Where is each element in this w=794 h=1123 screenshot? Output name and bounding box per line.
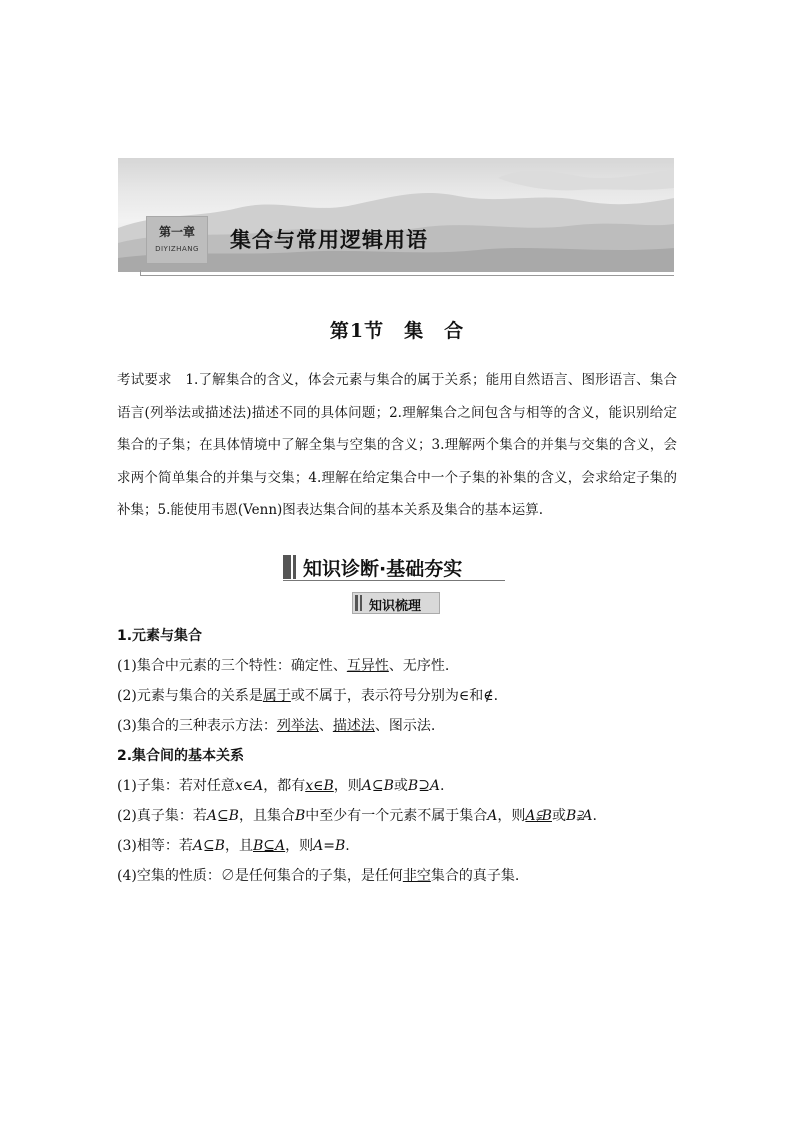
text: . — [440, 778, 445, 794]
chapter-title: 集合与常用逻辑用语 — [230, 228, 428, 252]
text: ，则 — [285, 838, 314, 854]
banner-bar-icon — [293, 555, 296, 579]
text: (2)真子集：若 — [117, 808, 207, 824]
paragraph-empty-set — [117, 861, 677, 891]
math: A — [487, 808, 498, 824]
text: 或 — [551, 808, 566, 824]
answer-blank: A⫋B — [525, 808, 552, 824]
answer-blank: 属于 — [262, 688, 291, 704]
text: (3)集合的三种表示方法： — [117, 718, 277, 734]
text: ，都有 — [263, 778, 306, 794]
chapter-pinyin: DIYIZHANG — [155, 245, 199, 253]
sub-banner — [352, 592, 440, 614]
section-title: 第1节 集 合 — [329, 320, 465, 342]
math: B⫌A — [565, 808, 593, 824]
text: 或不属于，表示符号分别为∈和∉. — [290, 688, 499, 704]
exam-requirements — [117, 364, 677, 527]
section-banner — [283, 553, 505, 581]
sub-banner-text: 知识梳理 — [369, 599, 422, 614]
paragraph-element-properties — [117, 651, 677, 681]
text: (2)元素与集合的关系是 — [117, 688, 263, 704]
math: x∈A — [234, 778, 264, 794]
answer-blank: 描述法 — [332, 718, 375, 734]
section-banner-text: 知识诊断·基础夯实 — [303, 558, 463, 580]
banner-bar-icon — [355, 595, 358, 611]
paragraph-proper-subset — [117, 801, 677, 831]
math: B — [294, 808, 306, 824]
text: (4)空集的性质：∅是任何集合的子集，是任何 — [117, 868, 403, 884]
text: (3)相等：若 — [117, 838, 193, 854]
text: ，且集合 — [238, 808, 295, 824]
math: B⊇A — [407, 778, 441, 794]
paragraph-subset — [117, 771, 677, 801]
paragraph-membership — [117, 681, 677, 711]
text: 、图示法. — [374, 718, 436, 734]
text: 、 — [318, 718, 333, 734]
text: ，且 — [224, 838, 253, 854]
text: 、无序性. — [388, 658, 450, 674]
answer-blank: 非空 — [402, 868, 431, 884]
math: A⊆B — [192, 838, 225, 854]
text: (1)集合中元素的三个特性：确定性、 — [117, 658, 347, 674]
answer-blank: 互异性 — [346, 658, 389, 674]
requirements-text: 1.了解集合的含义，体会元素与集合的属于关系；能用自然语言、图形语言、集合语言(列举法或描述法)描述不同的具体问题；2.理解集合之间包含与相等的含义，能识别给定集合的子集；在具体情境中了解全集与空集的含义；3.理解两个集合的并集与交集的含义，会求两个简单集合的并集与交集；4.理解在给定集合中一个子集的补集的含义，会求给定子集的补集；5.能使用韦恩(Venn)图表达集合间的基本关系及集合的基本运算. — [117, 372, 678, 518]
banner-bar-icon — [283, 555, 291, 579]
text: . — [592, 808, 597, 824]
paragraph-representations — [117, 711, 677, 741]
heading-set-relations: 2.集合间的基本关系 — [117, 748, 245, 764]
answer-blank: x∈B — [305, 778, 334, 794]
text: 或 — [393, 778, 408, 794]
text: ，则 — [333, 778, 362, 794]
text: . — [345, 838, 350, 854]
math: A=B — [313, 838, 346, 854]
requirements-label: 考试要求 — [117, 372, 172, 388]
text: (1)子集：若对任意 — [117, 778, 235, 794]
heading-elements-and-sets: 1.元素与集合 — [117, 628, 203, 644]
chapter-underline — [140, 270, 674, 276]
answer-blank: B⊆A — [252, 838, 286, 854]
answer-blank: 列举法 — [276, 718, 319, 734]
text: ，则 — [497, 808, 526, 824]
math: A⊆B — [361, 778, 394, 794]
text: 中至少有一个元素不属于集合 — [305, 808, 488, 824]
math: A⊆B — [206, 808, 239, 824]
text: 集合的真子集. — [430, 868, 520, 884]
chapter-badge — [146, 216, 208, 264]
knowledge-content — [117, 621, 677, 891]
banner-bar-icon — [360, 595, 362, 611]
chapter-number: 第一章 — [158, 225, 195, 239]
paragraph-equality — [117, 831, 677, 861]
